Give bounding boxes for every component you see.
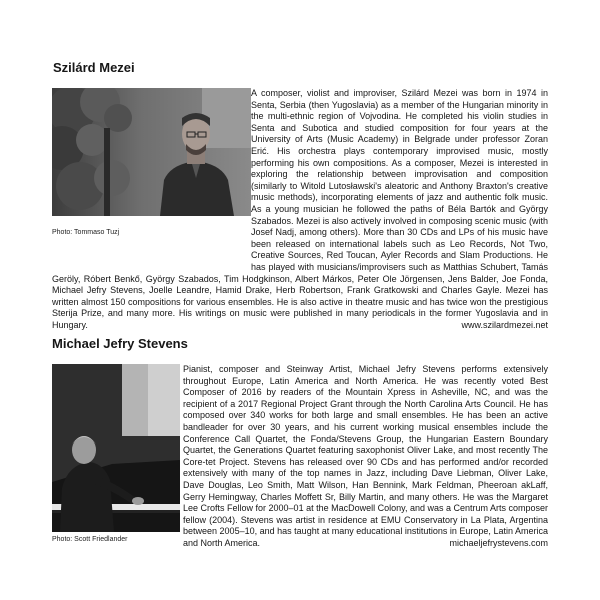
website-link[interactable]: www.szilardmezei.net (461, 319, 548, 330)
photo-credit: Photo: Tommaso Tuzj (52, 229, 120, 236)
bio-body (52, 88, 548, 331)
bio-name: Michael Jefry Stevens (52, 336, 188, 351)
website-link[interactable]: michaeljefrystevens.com (449, 537, 548, 548)
bio-body (52, 364, 548, 550)
bio-text: Pianist, composer and Steinway Artist, Michael Jefry Stevens performs extensively throughout Europe, Latin America and North America. He was recently voted Best Composer of 2016 by readers of the Mountain Xpress in Asheville, NC, and was the recipient of a 2017 Regional Project Grant through the North Carolina Arts Council. He has composed over 340 works for both large and small ensembles. He has been an active bandleader for over 30 years, and his current working musical ensembles include the Conference Call Quartet, the Fonda/Stevens Group, the Hungarian Eastern Boundary Quartet, the Generations Quartet featuring saxophonist Oliver Lake, and most recently The Core-tet Project. Stevens has released over 90 CDs and has performed and/or recorded extensively with many of the top names in Jazz, including Dave Liebman, Oliver Lake, Dave Douglas, Leo Smith, Matt Wilson, Han Bennink, Mark Feldman, Pheeroan akLaff, Gerry Hemingway, Charles Moffett Sr, Billy Martin, and many others. He was the Margaret Lee Crofts Fellow for 2000–01 at the MacDowell Colony, and was a Centrum Arts composer fellow (2004). Stevens was artist in residence at EMU Conservatory in La Plata, Argentina between 2005–10, and has taught at many educational institutions in Europe, Latin America and North America. michaeljefrystevens.com (183, 364, 549, 548)
portrait-photo (52, 364, 180, 532)
bio-szilard-mezei (52, 60, 548, 331)
bio-michael-jefry-stevens (52, 336, 548, 550)
bio-name: Szilárd Mezei (53, 60, 135, 75)
bio-text: A composer, violist and improviser, Szilárd Mezei was born in 1974 in Senta, Serbia (then Yugoslavia) as a member of the Hungarian minority in the multi-ethnic region of Vojvodina. He completed his violin studies in Senta and Subotica and studied composition for four years at the University of Arts (Music Academy) in Belgrade under professor Zoran Erić. His orchestra plays contemporary improvised music, mostly performing his own compositions. As a composer, Mezei is interested in exploring the relationship between improvisation and composition (similarly to Witold Lutosławski's aleatoric and Anthony Braxton's creative music methods), incorporating elements of jazz and authentic folk music. As a young musician he followed the paths of Béla Bartók and György Szabados. Mezei is also actively involved in composing scenic music (with Josef Nadj, among others). More than 30 CDs and LPs of his music have been released on international labels such as Leo Records, Not Two, Creative Sources, Red Toucan, Ayler Records and Slam Productions. He has played with musicians/improvisers such as Matthias Schubert, Tamás Geröly, Róbert Benkő, György Szabados, Tim Hodgkinson, Albert Márkos, Peter Ole Jörgensen, Jens Balder, Joe Fonda, Michael Jefry Stevens, Joelle Leandre, Hamid Drake, Herb Robertson, Frank Gratkowski and Charles Gayle. Mezei has written almost 150 compositions for various ensembles. He is also active in theatre music and has twice won the prestigious Sterija Prize, and many more. His writings on music were published in many periodicals in the former Yugoslavia and in Hungary. www.szilardmezei.net (52, 88, 548, 330)
photo-credit: Photo: Scott Friedlander (52, 536, 128, 543)
portrait-photo (52, 88, 251, 216)
